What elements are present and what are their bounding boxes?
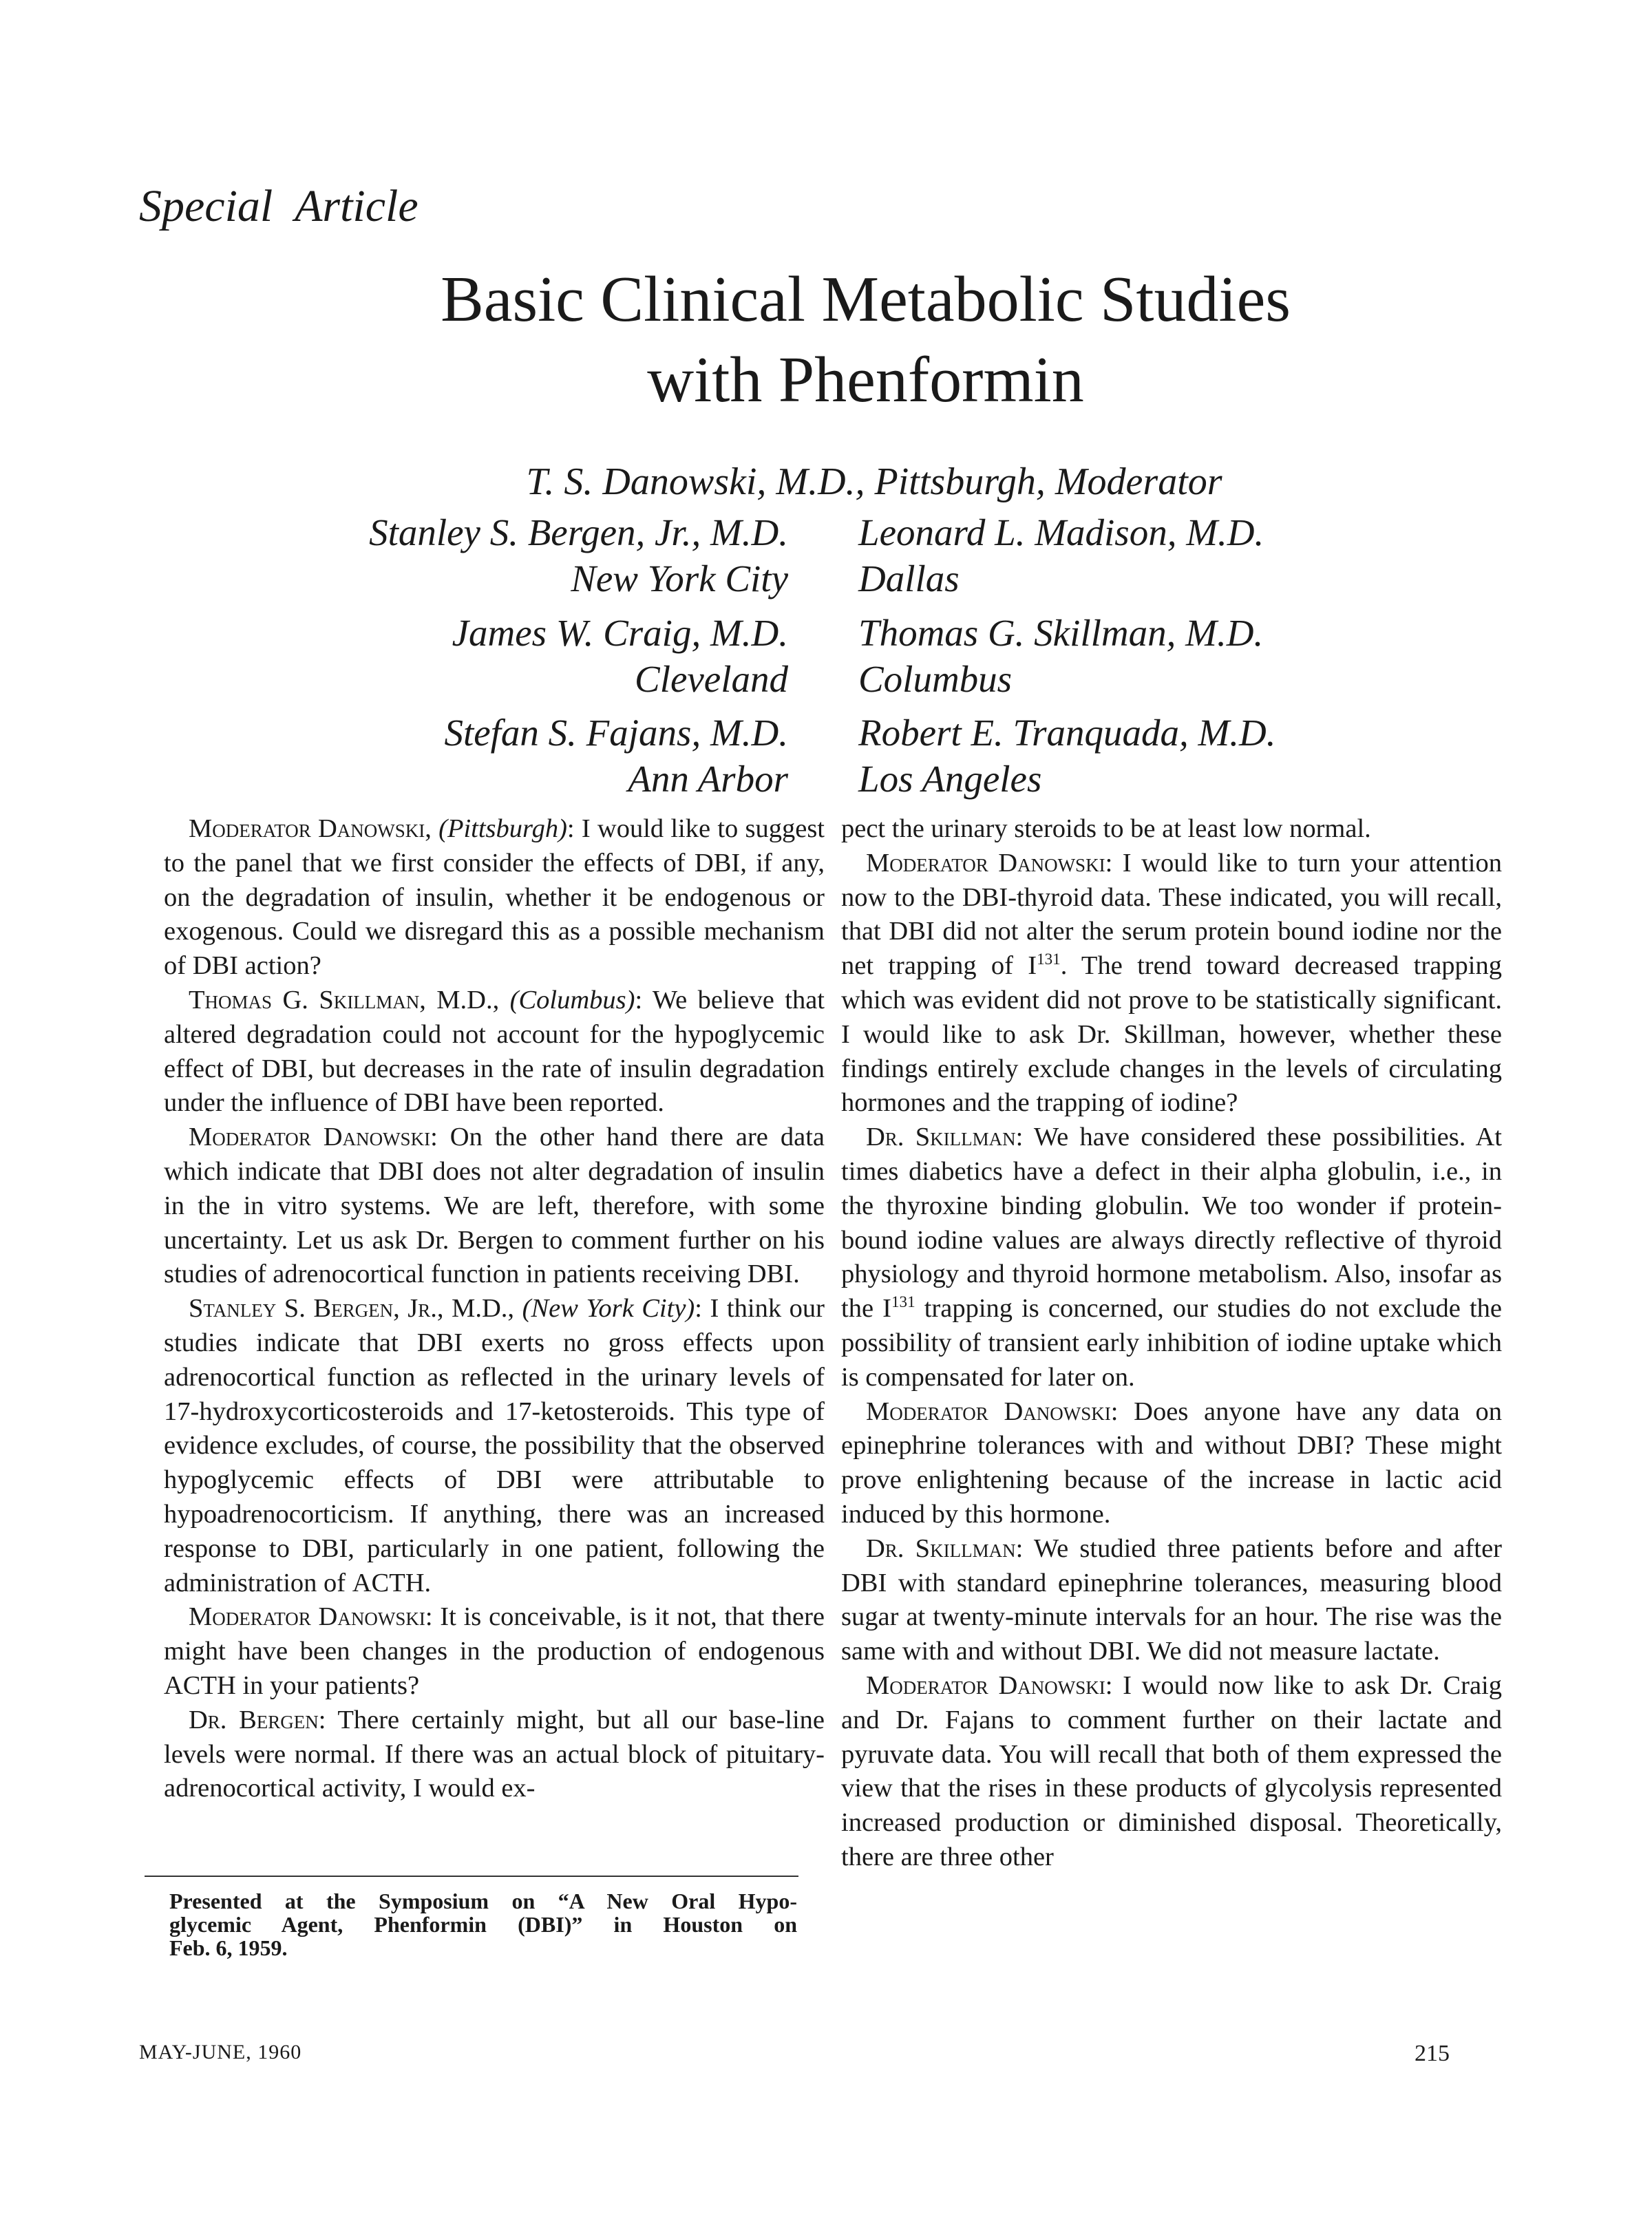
text: : On the other hand there are data which indicate that: [164, 1123, 825, 1186]
text: .: [793, 1260, 800, 1289]
author-city: Columbus: [858, 658, 1013, 700]
speaker-location: (Columbus): [509, 985, 635, 1015]
text: , but decreases in the rate of insulin degradation under the influence of: [164, 1054, 825, 1118]
issue-date: MAY-JUNE, 1960: [139, 2041, 302, 2063]
author-city: Dallas: [858, 558, 960, 599]
abbrev: ACTH: [352, 1568, 425, 1597]
abbrev: DBI: [496, 1465, 542, 1495]
superscript: 131: [891, 1293, 915, 1311]
speaker-name: Moderator Danowski: [866, 1397, 1111, 1426]
author-name: Robert E. Tranquada, M.D.: [858, 712, 1276, 754]
author-block: [858, 610, 1263, 702]
paragraph: [164, 1121, 825, 1292]
text: in your patients?: [235, 1670, 420, 1700]
paragraph: [841, 1121, 1502, 1394]
text: : There certainly might, but all our base-line levels were normal. If there was an actual block of pituitary-adrenocortical activity, I would ex-: [164, 1705, 825, 1803]
speaker-name: Moderator Danowski,: [189, 814, 432, 843]
paragraph: [841, 812, 1502, 847]
paragraph: [841, 1395, 1502, 1532]
paragraph: [164, 984, 825, 1121]
article-title-line-2: with Phenformin: [647, 344, 1084, 416]
text: : I would like to turn your attention now to the: [841, 848, 1503, 912]
text: pect the urinary steroids to be at least low normal.: [841, 814, 1371, 843]
abbrev: DBI: [1297, 1431, 1343, 1461]
text: : We believe that altered degradation could not account for the hypoglycemic effect of: [164, 985, 825, 1083]
text: . We did not measure lactate.: [1134, 1637, 1440, 1666]
author-city: Cleveland: [635, 658, 788, 700]
text: with standard epinephrine tolerances, measuring blood sugar at twenty-minute intervals for an hour. The rise was the same with and without: [841, 1568, 1502, 1666]
speaker-name: Moderator Danowski: [866, 848, 1105, 878]
author-block: [858, 509, 1264, 602]
author-block: [444, 710, 788, 802]
abbrev: DBI: [962, 882, 1008, 912]
abbrev: ACTH: [164, 1670, 236, 1700]
text: exerts no gross effects upon adrenocortical function as reflected in the urinary levels of 17-hydroxycorticosteroids and 17-ketosteroids. This type of evidence excludes, of course, the possibility that the observed hypoglycemic effects of: [164, 1328, 825, 1495]
abbrev: DBI: [841, 1568, 887, 1597]
body-column-left: [164, 812, 825, 1806]
author-block: [452, 610, 788, 702]
abbrev: DBI: [694, 848, 741, 878]
text: : It is conceivable, is it not, that there might have been changes in the production of endogenous: [164, 1602, 825, 1666]
footnote-line: glycemic Agent, Phenformin (DBI)” in Houston on: [169, 1912, 797, 1937]
speaker-name: Moderator Danowski: [189, 1123, 431, 1152]
text: .: [424, 1568, 432, 1597]
abbrev: DBI: [301, 1533, 348, 1563]
page-number: 215: [1415, 2041, 1450, 2066]
abbrev: DBI: [747, 1260, 794, 1289]
author-name: Thomas G. Skillman, M.D.: [858, 612, 1264, 654]
text: : I would like to suggest to the panel that we first consider the effects of: [164, 814, 825, 878]
paragraph: [841, 1532, 1502, 1669]
abbrev: DBI: [1088, 1637, 1134, 1666]
author-city: New York City: [571, 558, 788, 599]
author-city: Ann Arbor: [628, 758, 788, 800]
paragraph: [164, 1600, 825, 1703]
author-city: Los Angeles: [858, 758, 1042, 800]
moderator-byline: T. S. Danowski, M.D., Pittsburgh, Moderator: [526, 460, 1222, 503]
section-label: Special Article: [139, 181, 419, 231]
text: : Does anyone have any data on epinephrine tolerances with and without: [841, 1397, 1502, 1461]
paragraph: [164, 1292, 825, 1600]
footnote-line: Presented at the Symposium on “A New Oral Hypo-: [169, 1889, 797, 1913]
speaker-name: Stanley S. Bergen, Jr.,: [189, 1294, 444, 1324]
paragraph: [164, 812, 825, 984]
text: . The trend toward decreased trapping which was evident did not prove to be statistically significant. I would like to ask Dr. Skillman, however, whether these findings entirely exclude changes in the levels of circulating hormones and the trapping of iodine?: [841, 951, 1502, 1118]
text: : I would now like to ask Dr. Craig and Dr. Fajans to comment further on their lactate and pyruvate data. You will recall that both of them expressed the view that the rises in these products of glycolysis represented increased production or diminished disposal. Theoretically, there are three other: [841, 1670, 1502, 1871]
speaker-location: (New York City): [522, 1294, 695, 1324]
text: : We have considered these possibilities. At times diabetics have a defect in their alpha globulin, i.e., in the thyroxine binding globulin. We too wonder if protein-bound iodine values are always directly reflective of thyroid physiology and thyroid hormone metabolism. Also, insofar as the I: [841, 1123, 1502, 1324]
text: , if any, on the degradation of insulin, whether it be endogenous or exogenous. Could we disregard this as a possible mechanism of: [164, 848, 825, 981]
speaker-name: Moderator Danowski: [189, 1602, 425, 1632]
author-name: Leonard L. Madison, M.D.: [858, 511, 1264, 553]
paragraph: [164, 1703, 825, 1806]
abbrev: DBI: [403, 1088, 449, 1118]
paragraph: [841, 847, 1502, 1121]
text: M.D.,: [425, 985, 510, 1015]
text: action?: [238, 951, 321, 981]
body-column-right: [841, 812, 1502, 1875]
text: does not alter degradation of insulin in the in vitro systems. We are left, therefore, with some uncertainty. Let us ask Dr. Bergen to comment further on his studies of adrenocortical function in patients receiving: [164, 1156, 825, 1289]
text: did not alter the serum protein bound iodine nor the net trapping of I: [841, 917, 1503, 981]
speaker-name: Dr. Skillman: [866, 1123, 1016, 1152]
speaker-name: Moderator Danowski: [866, 1670, 1105, 1700]
text: , particularly in one patient, following the administration of: [164, 1533, 825, 1597]
speaker-name: Thomas G. Skillman,: [189, 985, 426, 1015]
article-title-line-1: Basic Clinical Metabolic Studies: [441, 264, 1291, 335]
abbrev: DBI: [378, 1156, 424, 1186]
footnote-divider: [145, 1876, 798, 1877]
text: were attributable to hypoadrenocorticism. If anything, there was an increased response to: [164, 1465, 825, 1563]
speaker-name: Dr. Skillman: [866, 1533, 1016, 1563]
text: trapping is concerned, our studies do not exclude the possibility of transient early inhibition of iodine uptake which is compensated for later on.: [841, 1294, 1502, 1392]
text: ? These might prove enlightening because of the increase in lactic acid induced by this hormone.: [841, 1431, 1502, 1529]
author-name: James W. Craig, M.D.: [452, 612, 788, 654]
author-block: [858, 710, 1276, 802]
text: have been reported.: [449, 1088, 664, 1118]
abbrev: DBI: [889, 917, 935, 946]
text: M.D.,: [443, 1294, 522, 1324]
speaker-name: Dr. Bergen: [189, 1705, 319, 1734]
author-block: [369, 509, 788, 602]
author-name: Stefan S. Fajans, M.D.: [444, 712, 788, 754]
footnote-line: Feb. 6, 1959.: [169, 1935, 288, 1960]
abbrev: DBI: [262, 1054, 308, 1083]
superscript: 131: [1037, 950, 1061, 968]
abbrev: DBI: [416, 1328, 463, 1357]
paragraph: [841, 1669, 1502, 1875]
abbrev: DBI: [192, 951, 239, 981]
speaker-location: (Pittsburgh): [438, 814, 567, 843]
text: : I think our studies indicate that: [164, 1294, 825, 1357]
footnote: [169, 1889, 797, 1960]
text: : We studied three patients before and after: [1015, 1533, 1502, 1563]
author-name: Stanley S. Bergen, Jr., M.D.: [369, 511, 788, 553]
text: -thyroid data. These indicated, you will recall, that: [841, 882, 1502, 946]
